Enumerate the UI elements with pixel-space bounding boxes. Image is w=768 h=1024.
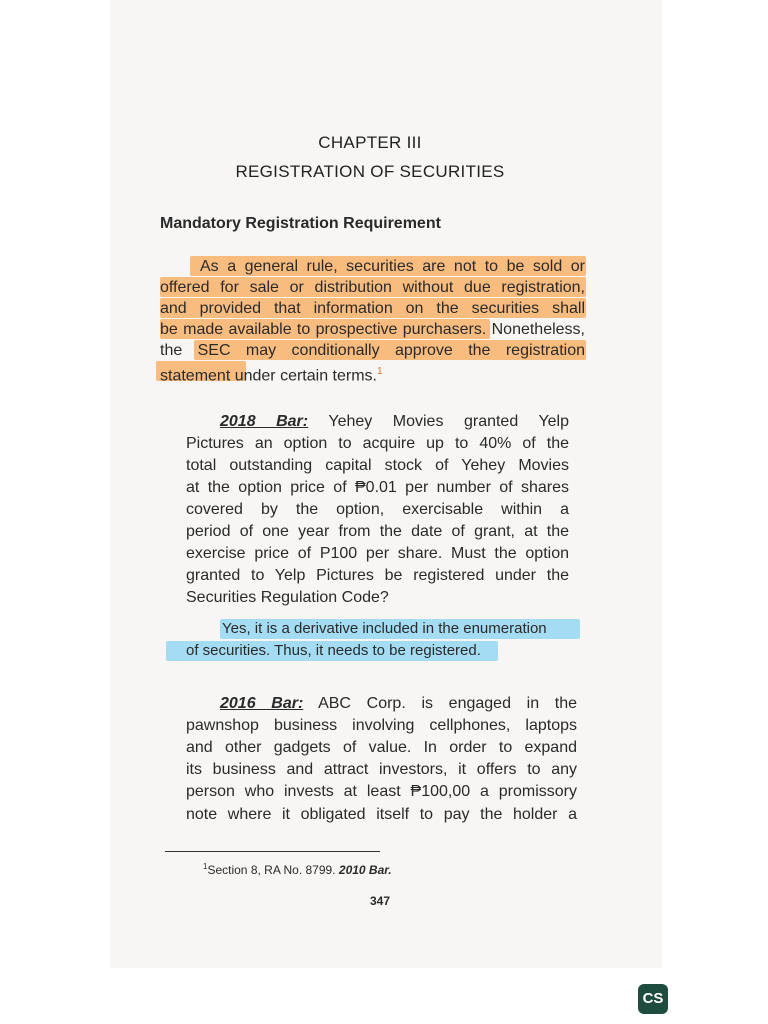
question-line: granted to Yelp Pictures be registered under the xyxy=(186,567,569,584)
answer-line: of securities. Thus, it needs to be registered. xyxy=(186,642,481,659)
chapter-subtitle: REGISTRATION OF SECURITIES xyxy=(235,162,505,181)
paragraph-line: be made available to prospective purchasers. Nonetheless, xyxy=(160,321,585,338)
question-line: pawnshop business involving cellphones, laptops xyxy=(186,717,577,734)
question-line-text: Yehey Movies granted Yelp xyxy=(328,413,570,430)
paragraph-line-text: statement under certain terms. xyxy=(160,367,377,385)
paragraph-line: offered for sale or distribution without due registration, xyxy=(160,279,585,296)
question-line: Securities Regulation Code? xyxy=(186,589,389,606)
footnote-divider xyxy=(165,851,380,852)
bar-year-label: 2016 Bar: xyxy=(220,695,304,712)
question-line: period of one year from the date of grant, at the xyxy=(186,523,569,540)
question-line: at the option price of ₱0.01 per number of shares xyxy=(186,479,569,496)
question-line: and other gadgets of value. In order to expand xyxy=(186,739,577,756)
question-line-text: ABC Corp. is engaged in the xyxy=(318,695,578,712)
footnote-bar: 2010 Bar. xyxy=(338,863,392,877)
question-line: total outstanding capital stock of Yehey Movies xyxy=(186,457,569,474)
bar-year-label: 2018 Bar: xyxy=(220,413,309,430)
footnote-text: Section 8, RA No. 8799. xyxy=(207,863,336,877)
question-line: note where it obligated itself to pay the holder a xyxy=(186,806,577,823)
question-first-line xyxy=(220,412,569,432)
question-line: Pictures an option to acquire up to 40% of the xyxy=(186,435,569,452)
question-line: exercise price of P100 per share. Must the option xyxy=(186,545,569,562)
footnote xyxy=(203,862,392,877)
section-heading: Mandatory Registration Requirement xyxy=(160,215,441,232)
chapter-title: CHAPTER III xyxy=(318,133,422,152)
page-number: 347 xyxy=(370,894,391,908)
paragraph-line xyxy=(160,362,585,386)
answer-line: Yes, it is a derivative included in the enumeration xyxy=(222,620,547,637)
camscanner-logo-icon: CS xyxy=(638,984,668,1014)
paragraph-line: and provided that information on the securities shall xyxy=(160,300,585,317)
paragraph-line: As a general rule, securities are not to be sold or xyxy=(200,258,585,275)
footnote-reference: 1 xyxy=(376,366,383,377)
question-line: covered by the option, exercisable within a xyxy=(186,501,569,518)
footnote-marker: 1 xyxy=(203,862,208,871)
question-line: person who invests at least ₱100,00 a promissory xyxy=(186,783,577,800)
paragraph-line: the SEC may conditionally approve the registration xyxy=(160,342,585,359)
question-first-line xyxy=(220,694,577,714)
question-line: its business and attract investors, it offers to any xyxy=(186,761,577,778)
